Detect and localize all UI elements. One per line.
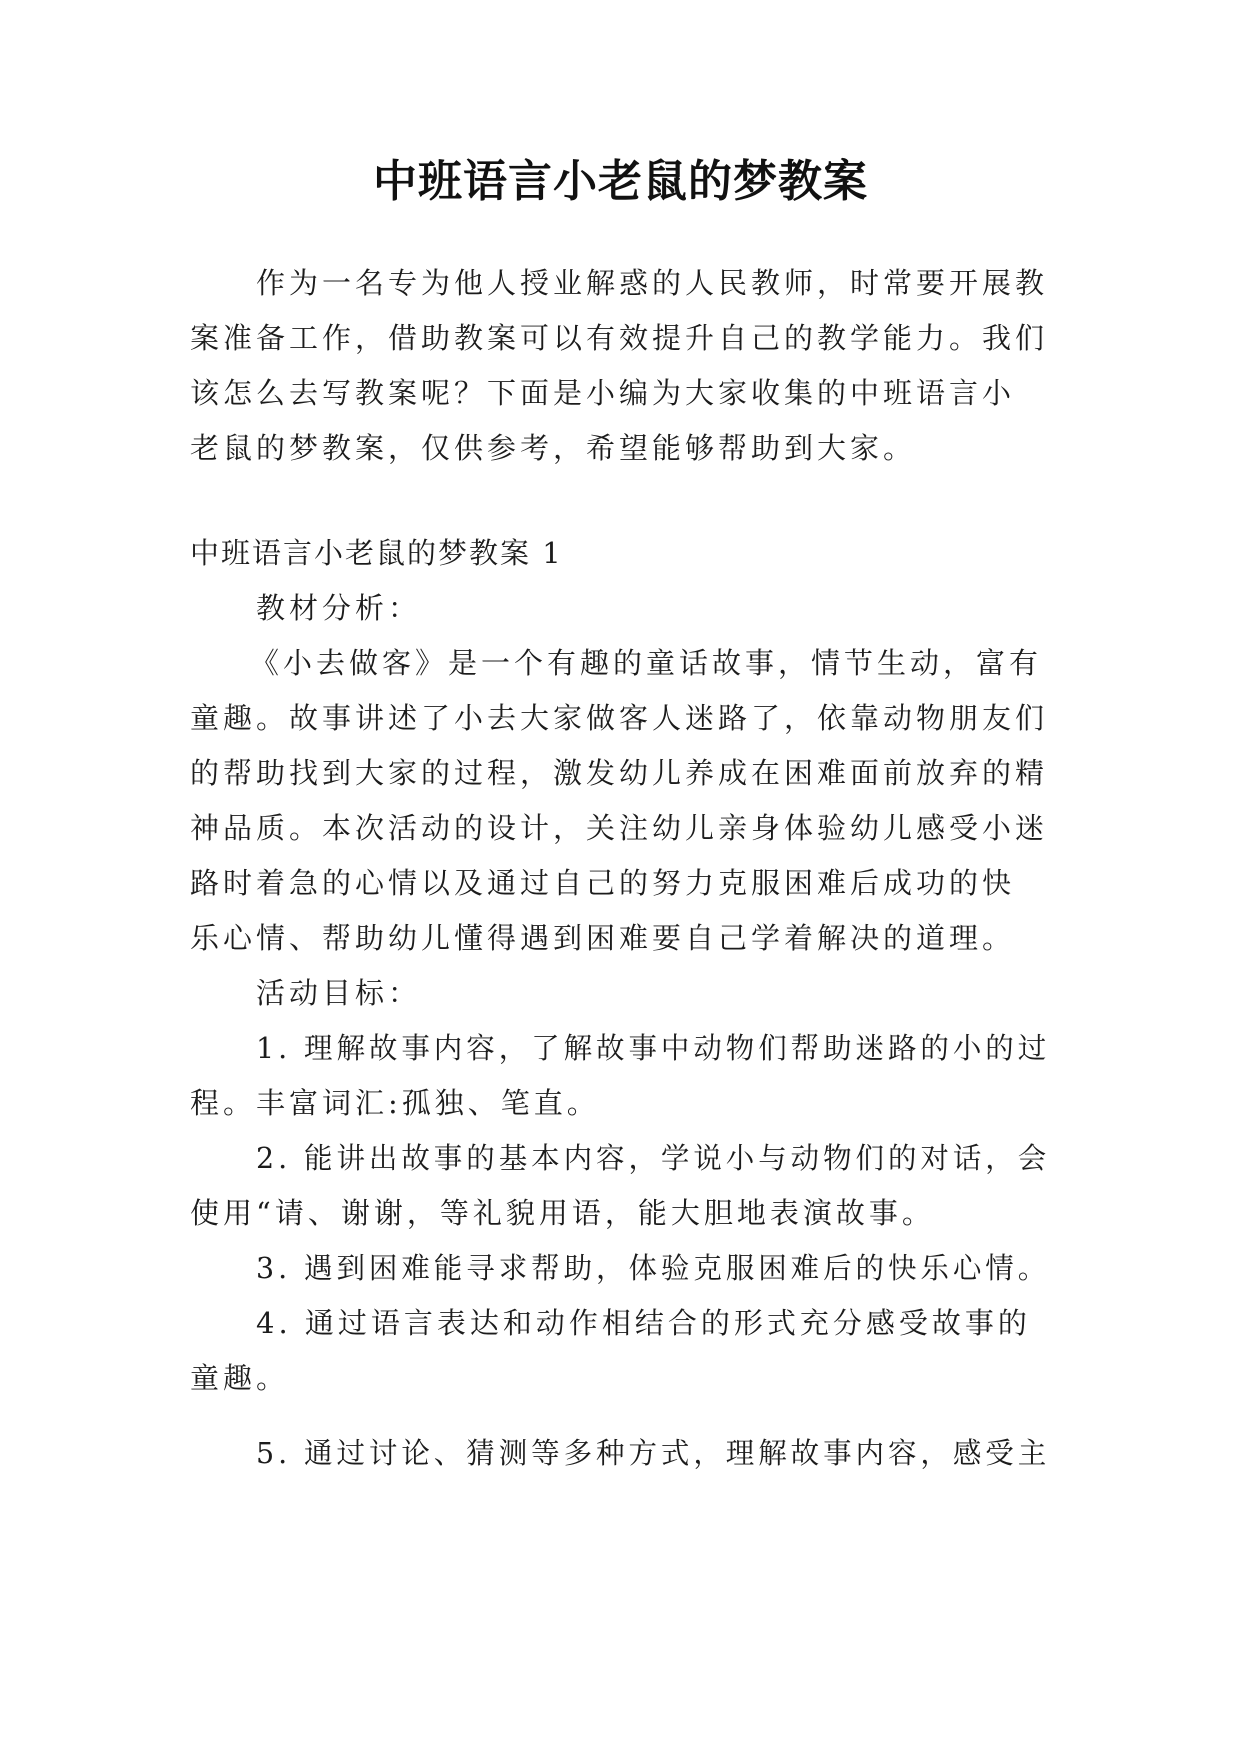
subsection-heading: 活动目标： <box>256 976 422 1010</box>
intro-line: 案准备工作，借助教案可以有效提升自己的教学能力。我们 <box>190 321 1049 355</box>
paragraph-line: 《小去做客》是一个有趣的童话故事，情节生动，富有 <box>250 646 1043 680</box>
paragraph-line: 童趣。故事讲述了小去大家做客人迷路了，依靠动物朋友们 <box>190 701 1049 735</box>
paragraph-line: 乐心情、帮助幼儿懂得遇到困难要自己学着解决的道理。 <box>190 921 1016 955</box>
list-item-continuation: 使用“请、谢谢，等礼貌用语，能大胆地表演故事。 <box>190 1196 935 1230</box>
list-item: 2. 能讲出故事的基本内容，学说小与动物们的对话，会 <box>256 1141 1051 1175</box>
intro-line: 老鼠的梦教案，仅供参考，希望能够帮助到大家。 <box>190 431 917 465</box>
list-item: 4. 通过语言表达和动作相结合的形式充分感受故事的 <box>256 1306 1031 1340</box>
intro-line: 作为一名专为他人授业解惑的人民教师，时常要开展教 <box>256 266 1049 300</box>
list-item: 1. 理解故事内容，了解故事中动物们帮助迷路的小的过 <box>256 1031 1051 1065</box>
subsection-heading: 教材分析： <box>256 591 422 625</box>
list-item: 5. 通过讨论、猜测等多种方式，理解故事内容，感受主 <box>256 1436 1051 1470</box>
list-item: 3. 遇到困难能寻求帮助，体验克服困难后的快乐心情。 <box>256 1251 1051 1285</box>
section-heading: 中班语言小老鼠的梦教案 1 <box>190 536 563 570</box>
intro-line: 该怎么去写教案呢？下面是小编为大家收集的中班语言小 <box>190 376 1016 410</box>
list-item-continuation: 程。丰富词汇:孤独、笔直。 <box>190 1086 600 1120</box>
list-item-continuation: 童趣。 <box>190 1361 290 1395</box>
paragraph-line: 路时着急的心情以及通过自己的努力克服困难后成功的快 <box>190 866 1016 900</box>
paragraph-line: 的帮助找到大家的过程，激发幼儿养成在困难面前放弃的精 <box>190 756 1049 790</box>
paragraph-line: 神品质。本次活动的设计，关注幼儿亲身体验幼儿感受小迷 <box>190 811 1049 845</box>
document-title: 中班语言小老鼠的梦教案 <box>373 156 868 207</box>
